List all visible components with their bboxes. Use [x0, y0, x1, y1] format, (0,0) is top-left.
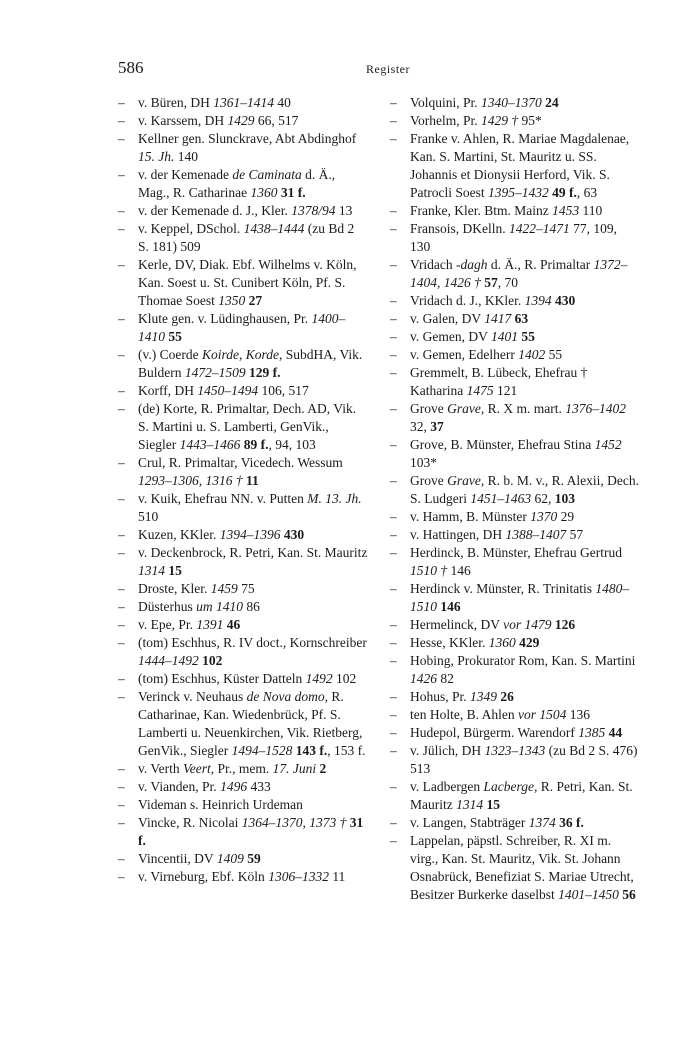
entry-text: Lappelan, päpstl. Schreiber, R. XI m. virg., Kan. St. Mauritz, Vik. St. Johann Osnabrück, Benefiziat S. Mariae Utrecht, Besitzer Burkerke daselbst — [410, 833, 634, 902]
entry-text: , 94, 103 — [268, 437, 316, 452]
index-entry — [390, 112, 640, 130]
entry-italic-text: 1370 — [530, 509, 558, 524]
entry-text: 40 — [274, 95, 291, 110]
entry-text: 77, 109, 130 — [410, 221, 617, 254]
entry-text: 103* — [410, 455, 437, 470]
entry-text: v. Büren, DH — [138, 95, 214, 110]
entry-italic-text: 1372–1404, 1426 † — [410, 257, 628, 290]
entry-italic-text: 1496 — [220, 779, 248, 794]
entry-italic-text: 1444–1492 — [138, 653, 199, 668]
entry-bold-ref: 102 — [202, 653, 223, 668]
entry-italic-text: 1323–1343 — [484, 743, 546, 758]
entry-italic-text: 1472–1509 — [184, 365, 246, 380]
entry-text: v. der Kemenade — [138, 167, 233, 182]
entry-bold-ref: 26 — [500, 689, 514, 704]
entry-bold-ref: 126 — [554, 617, 576, 632]
index-entry — [118, 778, 368, 796]
entry-text: v. Jülich, DH — [410, 743, 485, 758]
entry-italic-text: 1400–1410 — [138, 311, 346, 344]
entry-text: v. Hattingen, DH — [410, 527, 506, 542]
index-column-right — [390, 94, 640, 904]
entry-italic-text: 1451–1463 — [470, 491, 532, 506]
entry-text: 86 — [243, 599, 260, 614]
index-entry — [390, 544, 640, 580]
index-entry — [390, 706, 640, 724]
index-entry — [118, 526, 368, 544]
entry-text: Herdinck, B. Münster, Ehefrau Gertrud — [410, 545, 623, 560]
entry-bold-ref: 55 — [521, 329, 535, 344]
entry-bold-ref: 57 — [484, 275, 498, 290]
entry-italic-text: 1395–1432 — [488, 185, 549, 200]
entry-italic-text: vor 1504 — [518, 707, 567, 722]
entry-italic-text: 1453 — [552, 203, 580, 218]
index-entry — [390, 742, 640, 778]
entry-text: , 63 — [576, 185, 598, 200]
entry-italic-text: 1401 — [491, 329, 518, 344]
entry-text: Herdinck v. Münster, R. Trinitatis — [410, 581, 596, 596]
index-entry — [390, 526, 640, 544]
index-entry — [118, 760, 368, 778]
entry-text: (zu Bd 2 S. 181) 509 — [138, 221, 355, 254]
entry-text: 66, 517 — [254, 113, 299, 128]
entry-bold-ref: 56 — [622, 887, 636, 902]
entry-text: 95* — [518, 113, 542, 128]
entry-text: Korff, DH — [138, 383, 198, 398]
entry-text: d. Ä., Mag., R. Catharinae — [138, 167, 336, 200]
index-entry — [118, 616, 368, 634]
entry-italic-text: 1293–1306, 1316 † — [138, 473, 243, 488]
entry-bold-ref: 44 — [608, 725, 623, 740]
index-entry — [390, 688, 640, 706]
index-entry — [390, 508, 640, 526]
entry-text: ten Holte, B. Ahlen — [410, 707, 518, 722]
entry-text: Crul, R. Primaltar, Vicedech. Wessum — [138, 455, 343, 470]
entry-bold-ref: 59 — [247, 851, 261, 866]
entry-text: Hohus, Pr. — [410, 689, 471, 704]
index-entry — [390, 220, 640, 256]
entry-text: 136 — [566, 707, 590, 722]
entry-text: v. der Kemenade d. J., Kler. — [138, 203, 292, 218]
index-entry — [390, 436, 640, 472]
entry-italic-text: 1402 — [518, 347, 546, 362]
entry-text: Vridach d. J., KKler. — [410, 293, 525, 308]
entry-text: Vincentii, DV — [138, 851, 217, 866]
entry-italic-text: 1417 — [484, 311, 512, 326]
entry-bold-ref: 49 f. — [552, 185, 577, 200]
index-entry — [118, 868, 368, 886]
entry-text: (tom) Eschhus, R. IV doct., Kornschreiber — [138, 635, 367, 650]
entry-italic-text: M. 13. Jh. — [307, 491, 362, 506]
index-entry — [390, 292, 640, 310]
entry-italic-text: 1459 — [210, 581, 238, 596]
entry-text: Volquini, Pr. — [410, 95, 482, 110]
entry-italic-text: 1480–1510 — [410, 581, 630, 614]
entry-text: Vincke, R. Nicolai — [138, 815, 242, 830]
entry-italic-text: 1340–1370 — [481, 95, 542, 110]
index-entry — [390, 652, 640, 688]
entry-text: v. Gemen, DV — [410, 329, 491, 344]
entry-text: 62, — [531, 491, 555, 506]
entry-text: SubdHA, Vik. Buldern — [138, 347, 363, 380]
index-entry — [118, 166, 368, 202]
entry-text: R. Petri, Kan. St. Mauritz — [410, 779, 633, 812]
index-entry — [118, 454, 368, 490]
index-entry — [390, 472, 640, 508]
entry-italic-text: 1475 — [466, 383, 494, 398]
entry-italic-text: 1394 — [524, 293, 552, 308]
index-entry — [390, 778, 640, 814]
entry-text: (v.) Coerde — [138, 347, 202, 362]
entry-text: Verinck v. Neuhaus — [138, 689, 247, 704]
index-entry — [118, 220, 368, 256]
entry-italic-text: 1492 — [305, 671, 333, 686]
entry-italic-text: 1494–1528 — [231, 743, 293, 758]
entry-text: v. Hamm, B. Münster — [410, 509, 531, 524]
entry-text: R. b. M. v., R. Alexii, Dech. S. Ludgeri — [410, 473, 639, 506]
index-entry — [118, 634, 368, 670]
entry-text: Hudepol, Bürgerm. Warendorf — [410, 725, 579, 740]
entry-bold-ref: 63 — [514, 311, 529, 326]
entry-text: 140 — [174, 149, 198, 164]
entry-text: 433 — [247, 779, 271, 794]
entry-italic-text: um 1410 — [196, 599, 243, 614]
entry-bold-ref: 46 — [226, 617, 241, 632]
entry-text: Fransois, DKelln. — [410, 221, 509, 236]
entry-text: 82 — [437, 671, 454, 686]
entry-text: v. Karssem, DH — [138, 113, 228, 128]
entry-text: v. Vianden, Pr. — [138, 779, 221, 794]
entry-text: Grove — [410, 473, 448, 488]
entry-text: v. Epe, Pr. — [138, 617, 197, 632]
entry-italic-text: Grave, — [447, 473, 485, 488]
entry-italic-text: -dagh — [456, 257, 488, 272]
index-entry — [390, 94, 640, 112]
index-entry — [390, 310, 640, 328]
index-entry — [390, 364, 640, 400]
entry-italic-text: 1429 † — [481, 113, 519, 128]
entry-italic-text: Lacberge, — [483, 779, 538, 794]
index-entry — [118, 670, 368, 688]
index-entry — [118, 544, 368, 580]
entry-italic-text: 1385 — [578, 725, 606, 740]
entry-bold-ref: 2 — [319, 761, 327, 776]
entry-italic-text: 1361–1414 — [213, 95, 274, 110]
entry-bold-ref: 24 — [545, 95, 559, 110]
index-entry — [118, 796, 368, 814]
entry-text: Grove, B. Münster, Ehefrau Stina — [410, 437, 595, 452]
index-entry — [118, 400, 368, 454]
entry-italic-text: 1426 — [410, 671, 437, 686]
entry-italic-text: 1429 — [227, 113, 255, 128]
entry-italic-text: de Nova domo, — [246, 689, 328, 704]
entry-text: Franke, Kler. Btm. Mainz — [410, 203, 553, 218]
entry-text: v. Verth — [138, 761, 183, 776]
entry-text: Vorhelm, Pr. — [410, 113, 482, 128]
index-entry — [118, 202, 368, 220]
index-entry — [118, 814, 368, 850]
entry-text: 11 — [328, 869, 346, 884]
entry-italic-text: 1374 — [528, 815, 556, 830]
entry-text: 75 — [237, 581, 255, 596]
index-entry — [390, 256, 640, 292]
entry-italic-text: 1314 — [456, 797, 484, 812]
entry-text: 57 — [566, 527, 584, 542]
entry-text: R. Catharinae, Kan. Wiedenbrück, Pf. S. Lamberti u. Neuenkirchen, Vik. Rietberg, GenVik., Siegler — [138, 689, 363, 758]
entry-text: Grove — [410, 401, 448, 416]
entry-text: v. Deckenbrock, R. Petri, Kan. St. Mauritz — [138, 545, 368, 560]
entry-italic-text: 1306–1332 — [268, 869, 329, 884]
entry-italic-text: 1510 † — [410, 563, 448, 578]
index-entry — [118, 130, 368, 166]
entry-italic-text: 1388–1407 — [505, 527, 567, 542]
index-entry — [390, 346, 640, 364]
entry-italic-text: 17. Juni — [272, 761, 317, 776]
index-entry — [390, 616, 640, 634]
entry-italic-text: 1438–1444 — [243, 221, 305, 236]
entry-text: 106, 517 — [258, 383, 309, 398]
entry-text: Kerle, DV, Diak. Ebf. Wilhelms v. Köln, Kan. Soest u. St. Cunibert Köln, Pf. S. Thomae Soest — [138, 257, 357, 308]
entry-text: Hermelinck, DV — [410, 617, 504, 632]
entry-text: , 70 — [497, 275, 518, 290]
entry-text: v. Keppel, DSchol. — [138, 221, 244, 236]
entry-bold-ref: 430 — [555, 293, 576, 308]
entry-italic-text: vor 1479 — [503, 617, 552, 632]
entry-italic-text: 1364–1370, 1373 † — [241, 815, 347, 830]
entry-text: Vridach — [410, 257, 457, 272]
entry-bold-ref: 36 f. — [559, 815, 584, 830]
entry-bold-ref: 430 — [283, 527, 305, 542]
entry-italic-text: 1394–1396 — [219, 527, 281, 542]
index-entry — [118, 850, 368, 868]
entry-italic-text: Veert, — [183, 761, 215, 776]
running-head: Register — [366, 62, 410, 76]
index-entry — [118, 382, 368, 400]
entry-text: v. Galen, DV — [410, 311, 485, 326]
entry-italic-text: 1376–1402 — [565, 401, 626, 416]
entry-text: Kellner gen. Slunckrave, Abt Abdinghof — [138, 131, 357, 146]
entry-text: Klute gen. v. Lüdinghausen, Pr. — [138, 311, 312, 326]
entry-text: v. Gemen, Edelherr — [410, 347, 519, 362]
entry-bold-ref: 31 f. — [138, 815, 364, 848]
index-entry — [390, 400, 640, 436]
entry-text: Kuzen, KKler. — [138, 527, 220, 542]
entry-text: v. Langen, Stabträger — [410, 815, 529, 830]
entry-text: 110 — [579, 203, 603, 218]
entry-italic-text: 1349 — [470, 689, 498, 704]
entry-bold-ref: 37 — [430, 419, 444, 434]
index-entry — [118, 112, 368, 130]
entry-bold-ref: 15 — [168, 563, 182, 578]
entry-italic-text: 1360 — [250, 185, 278, 200]
entry-bold-ref: 103 — [554, 491, 575, 506]
index-column-left — [118, 94, 368, 886]
index-entry — [118, 688, 368, 760]
entry-italic-text: Grave, — [447, 401, 485, 416]
entry-text: Droste, Kler. — [138, 581, 211, 596]
index-entry — [118, 256, 368, 310]
page-number: 586 — [118, 58, 144, 77]
index-entry — [390, 580, 640, 616]
index-entry — [118, 490, 368, 526]
entry-bold-ref: 11 — [246, 473, 259, 488]
entry-text: (zu Bd 2 S. 476) 513 — [410, 743, 638, 776]
index-entry — [118, 580, 368, 598]
entry-bold-ref: 429 — [519, 635, 540, 650]
index-entry — [118, 346, 368, 382]
entry-text: 55 — [545, 347, 563, 362]
entry-text: v. Virneburg, Ebf. Köln — [138, 869, 269, 884]
index-entry — [390, 328, 640, 346]
entry-text: d. Ä., R. Primaltar — [487, 257, 594, 272]
entry-text: (tom) Eschhus, Küster Datteln — [138, 671, 306, 686]
entry-text: Videman s. Heinrich Urdeman — [138, 797, 303, 812]
entry-italic-text: 1401–1450 — [558, 887, 619, 902]
entry-italic-text: 1314 — [138, 563, 165, 578]
entry-bold-ref: 146 — [440, 599, 461, 614]
entry-text: v. Ladbergen — [410, 779, 484, 794]
entry-italic-text: 15. Jh. — [138, 149, 175, 164]
entry-italic-text: 1360 — [488, 635, 516, 650]
index-entry — [390, 832, 640, 904]
entry-text: Franke v. Ahlen, R. Mariae Magdalenae, Kan. S. Martini, St. Mauritz u. SS. Johannis et Dionysii Herford, Vik. S. Patrocli Soest — [410, 131, 630, 200]
entry-text: 32, — [410, 419, 431, 434]
index-entry — [390, 724, 640, 742]
entry-bold-ref: 27 — [248, 293, 263, 308]
entry-text: 121 — [493, 383, 518, 398]
index-entry — [118, 94, 368, 112]
entry-italic-text: 1450–1494 — [197, 383, 259, 398]
entry-text: 29 — [557, 509, 575, 524]
entry-text: Hobing, Prokurator Rom, Kan. S. Martini — [410, 653, 636, 668]
index-entry — [390, 130, 640, 202]
entry-text: 13 — [335, 203, 353, 218]
entry-italic-text: 1391 — [196, 617, 224, 632]
entry-text: 102 — [332, 671, 357, 686]
entry-text: 146 — [447, 563, 471, 578]
entry-text: (de) Korte, R. Primaltar, Dech. AD, Vik. S. Martini u. S. Lamberti, GenVik., Siegler — [138, 401, 357, 452]
entry-italic-text: 1409 — [216, 851, 244, 866]
index-entry — [390, 814, 640, 832]
entry-bold-ref: 129 f. — [249, 365, 281, 380]
entry-text: Hesse, KKler. — [410, 635, 489, 650]
entry-bold-ref: 143 f. — [295, 743, 328, 758]
entry-text: Pr., mem. — [214, 761, 273, 776]
entry-text: , 153 f. — [327, 743, 366, 758]
entry-bold-ref: 15 — [486, 797, 500, 812]
entry-text: R. X m. mart. — [484, 401, 566, 416]
index-entry — [118, 310, 368, 346]
entry-bold-ref: 31 f. — [280, 185, 306, 200]
entry-italic-text: de Caminata — [232, 167, 302, 182]
entry-italic-text: 1422–1471 — [509, 221, 570, 236]
entry-italic-text: 1452 — [594, 437, 622, 452]
index-entry — [118, 598, 368, 616]
entry-text: Düsterhus — [138, 599, 197, 614]
entry-italic-text: 1443–1466 — [179, 437, 241, 452]
entry-bold-ref: 55 — [168, 329, 182, 344]
entry-text: v. Kuik, Ehefrau NN. v. Putten — [138, 491, 308, 506]
index-entry — [390, 202, 640, 220]
entry-italic-text: 1378/94 — [291, 203, 336, 218]
entry-italic-text: Koirde, Korde, — [201, 347, 283, 362]
entry-italic-text: 1350 — [218, 293, 246, 308]
entry-bold-ref: 89 f. — [243, 437, 269, 452]
entry-text: Gremmelt, B. Lübeck, Ehefrau † Katharina — [410, 365, 588, 398]
index-entry — [390, 634, 640, 652]
entry-text: 510 — [138, 509, 159, 524]
